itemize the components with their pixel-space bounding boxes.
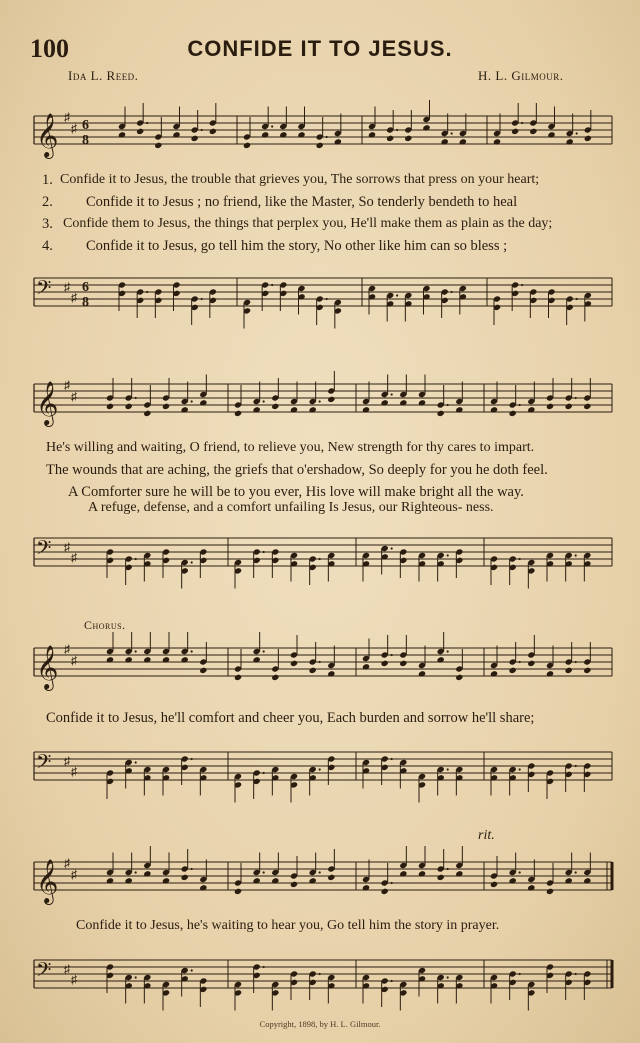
note-head xyxy=(565,667,573,674)
note-head xyxy=(386,135,394,142)
note-head xyxy=(527,660,535,667)
dot xyxy=(263,871,265,873)
dot xyxy=(447,868,449,870)
treble-clef-icon: 𝄞 xyxy=(36,113,59,157)
lyric-line: Confide it to Jesus, the trouble that grieves you, The sorrows that press on your heart; xyxy=(60,172,540,187)
hymn-title: CONFIDE IT TO JESUS. xyxy=(187,36,453,61)
note-head xyxy=(234,888,242,895)
dot xyxy=(521,284,523,286)
dot xyxy=(326,136,328,138)
dot xyxy=(391,393,393,395)
verse-number: 2. xyxy=(42,194,53,210)
sharp-icon: ♯ xyxy=(64,378,70,392)
bass-clef-icon: 𝄢 xyxy=(36,750,52,778)
dot xyxy=(391,980,393,982)
dot xyxy=(146,122,148,124)
treble-staff-system-2 xyxy=(0,368,640,438)
note-head xyxy=(290,660,298,667)
note-head xyxy=(106,403,114,410)
sharp-icon: ♯ xyxy=(64,280,70,294)
dot xyxy=(319,558,321,560)
page-number: 100 xyxy=(30,34,69,63)
note-head xyxy=(546,403,554,410)
lyric-line: Confide it to Jesus, he'll comfort and cheer you, Each burden and sorrow he'll share; xyxy=(46,710,535,726)
chorus-label: Chorus. xyxy=(84,618,126,632)
note-head xyxy=(404,135,412,142)
dot xyxy=(575,554,577,556)
dot xyxy=(135,871,137,873)
dot xyxy=(135,976,137,978)
treble-staff-system-1 xyxy=(0,100,640,170)
dot xyxy=(191,561,193,563)
dot xyxy=(271,125,273,127)
lyric-line: He's willing and waiting, O friend, to relieve you, New strength for thy cares to impart. xyxy=(46,440,535,455)
note-head xyxy=(290,881,298,888)
note-head xyxy=(529,128,537,135)
sharp-icon: ♯ xyxy=(71,121,77,136)
dot xyxy=(396,294,398,296)
note-head xyxy=(584,135,592,142)
dot xyxy=(135,650,137,652)
note-head xyxy=(316,142,324,149)
ritardando-mark: rit. xyxy=(478,828,495,843)
note-head xyxy=(511,128,519,135)
bass-staff-system-2 xyxy=(0,522,640,592)
sharp-icon: ♯ xyxy=(64,754,70,768)
note-head xyxy=(583,667,591,674)
sharp-icon: ♯ xyxy=(71,867,77,882)
sharp-icon: ♯ xyxy=(71,653,77,668)
bass-staff-system-4 xyxy=(0,944,640,1014)
dot xyxy=(575,765,577,767)
dot xyxy=(319,973,321,975)
verse-number: 1. xyxy=(42,172,53,188)
dot xyxy=(447,976,449,978)
sharp-icon: ♯ xyxy=(71,389,77,404)
sharp-icon: ♯ xyxy=(71,764,77,779)
composer-credit: H. L. Gilmour. xyxy=(478,68,564,83)
note-head xyxy=(234,674,242,681)
time-signature-top: 6 xyxy=(82,280,89,295)
dot xyxy=(319,661,321,663)
lyricist-credit: Ida L. Reed. xyxy=(68,68,139,83)
note-head xyxy=(509,410,517,417)
lyric-line: The wounds that are aching, the griefs that o'ershadow, So deeply for you he doth feel. xyxy=(46,462,548,478)
note-head xyxy=(455,674,463,681)
dot xyxy=(575,871,577,873)
dot xyxy=(391,547,393,549)
note-head xyxy=(437,874,445,881)
dot xyxy=(396,129,398,131)
sharp-icon: ♯ xyxy=(71,972,77,987)
treble-clef-icon: 𝄞 xyxy=(36,645,59,689)
dot xyxy=(263,650,265,652)
dot xyxy=(519,558,521,560)
note-head xyxy=(309,667,317,674)
note-head xyxy=(234,410,242,417)
sharp-icon: ♯ xyxy=(71,550,77,565)
copyright-notice: Copyright, 1898, by H. L. Gilmour. xyxy=(259,1019,381,1029)
sharp-icon: ♯ xyxy=(64,110,70,124)
dot xyxy=(201,129,203,131)
dot xyxy=(326,298,328,300)
sharp-icon: ♯ xyxy=(64,856,70,870)
note-head xyxy=(181,874,189,881)
bass-clef-icon: 𝄢 xyxy=(36,536,52,564)
sharp-icon: ♯ xyxy=(64,540,70,554)
dot xyxy=(391,654,393,656)
dot xyxy=(519,768,521,770)
dot xyxy=(519,404,521,406)
dot xyxy=(191,650,193,652)
bass-clef-icon: 𝄢 xyxy=(36,276,52,304)
sharp-icon: ♯ xyxy=(64,962,70,976)
dot xyxy=(519,973,521,975)
dot xyxy=(447,554,449,556)
note-head xyxy=(509,667,517,674)
dot xyxy=(451,291,453,293)
treble-staff-system-3 xyxy=(0,632,640,702)
dot xyxy=(575,397,577,399)
sharp-icon: ♯ xyxy=(71,290,77,305)
dot xyxy=(146,291,148,293)
lyric-line: A Comforter sure he will be to you ever, His love will make bright all the way. xyxy=(68,484,524,500)
lyric-line: A refuge, defense, and a comfort unfailing Is Jesus, our Righteous- ness. xyxy=(88,500,494,515)
bass-staff-system-1 xyxy=(0,262,640,332)
lyric-line: Confide it to Jesus ; no friend, like the Master, So tenderly bendeth to heal xyxy=(86,194,518,210)
dot xyxy=(263,966,265,968)
dot xyxy=(201,298,203,300)
dot xyxy=(391,758,393,760)
dot xyxy=(447,404,449,406)
dot xyxy=(191,400,193,402)
treble-staff-system-4 xyxy=(0,846,640,916)
note-head xyxy=(209,128,217,135)
time-signature-bottom: 8 xyxy=(82,295,89,310)
note-head xyxy=(191,135,199,142)
dot xyxy=(263,772,265,774)
dot xyxy=(447,768,449,770)
lyric-line: Confide them to Jesus, the things that perplex you, He'll make them as plain as the day; xyxy=(63,216,553,231)
dot xyxy=(575,973,577,975)
time-signature-bottom: 8 xyxy=(82,133,89,148)
note-head xyxy=(327,874,335,881)
dot xyxy=(521,122,523,124)
note-head xyxy=(125,403,133,410)
treble-clef-icon: 𝄞 xyxy=(36,381,59,425)
note-head xyxy=(381,888,389,895)
lyric-line: Confide it to Jesus, he's waiting to hear you, Go tell him the story in prayer. xyxy=(76,918,500,933)
note-head xyxy=(243,142,251,149)
verse-number: 4. xyxy=(42,238,53,254)
dot xyxy=(263,400,265,402)
dot xyxy=(135,397,137,399)
note-head xyxy=(271,403,279,410)
note-head xyxy=(490,881,498,888)
time-signature-top: 6 xyxy=(82,118,89,133)
lyric-line: Confide it to Jesus, go tell him the story, No other like him can so bless ; xyxy=(86,238,508,254)
bass-staff-system-3 xyxy=(0,736,640,806)
dot xyxy=(191,969,193,971)
dot xyxy=(576,132,578,134)
note-head xyxy=(381,660,389,667)
dot xyxy=(191,868,193,870)
dot xyxy=(319,768,321,770)
note-head xyxy=(327,396,335,403)
dot xyxy=(575,661,577,663)
note-head xyxy=(565,403,573,410)
note-head xyxy=(143,410,151,417)
dot xyxy=(451,132,453,134)
note-head xyxy=(583,403,591,410)
dot xyxy=(576,298,578,300)
dot xyxy=(135,761,137,763)
dot xyxy=(135,558,137,560)
note-head xyxy=(136,128,144,135)
treble-clef-icon: 𝄞 xyxy=(36,859,59,903)
note-head xyxy=(437,410,445,417)
dot xyxy=(319,400,321,402)
sharp-icon: ♯ xyxy=(64,642,70,656)
verse-number: 3. xyxy=(42,216,53,232)
dot xyxy=(271,284,273,286)
note-head xyxy=(399,660,407,667)
dot xyxy=(191,758,193,760)
dot xyxy=(447,650,449,652)
dot xyxy=(319,871,321,873)
note-head xyxy=(546,888,554,895)
bass-clef-icon: 𝄢 xyxy=(36,958,52,986)
note-head xyxy=(154,142,162,149)
dot xyxy=(519,871,521,873)
dot xyxy=(263,551,265,553)
note-head xyxy=(199,667,207,674)
note-head xyxy=(162,403,170,410)
dot xyxy=(519,661,521,663)
note-head xyxy=(271,674,279,681)
dot xyxy=(391,882,393,884)
